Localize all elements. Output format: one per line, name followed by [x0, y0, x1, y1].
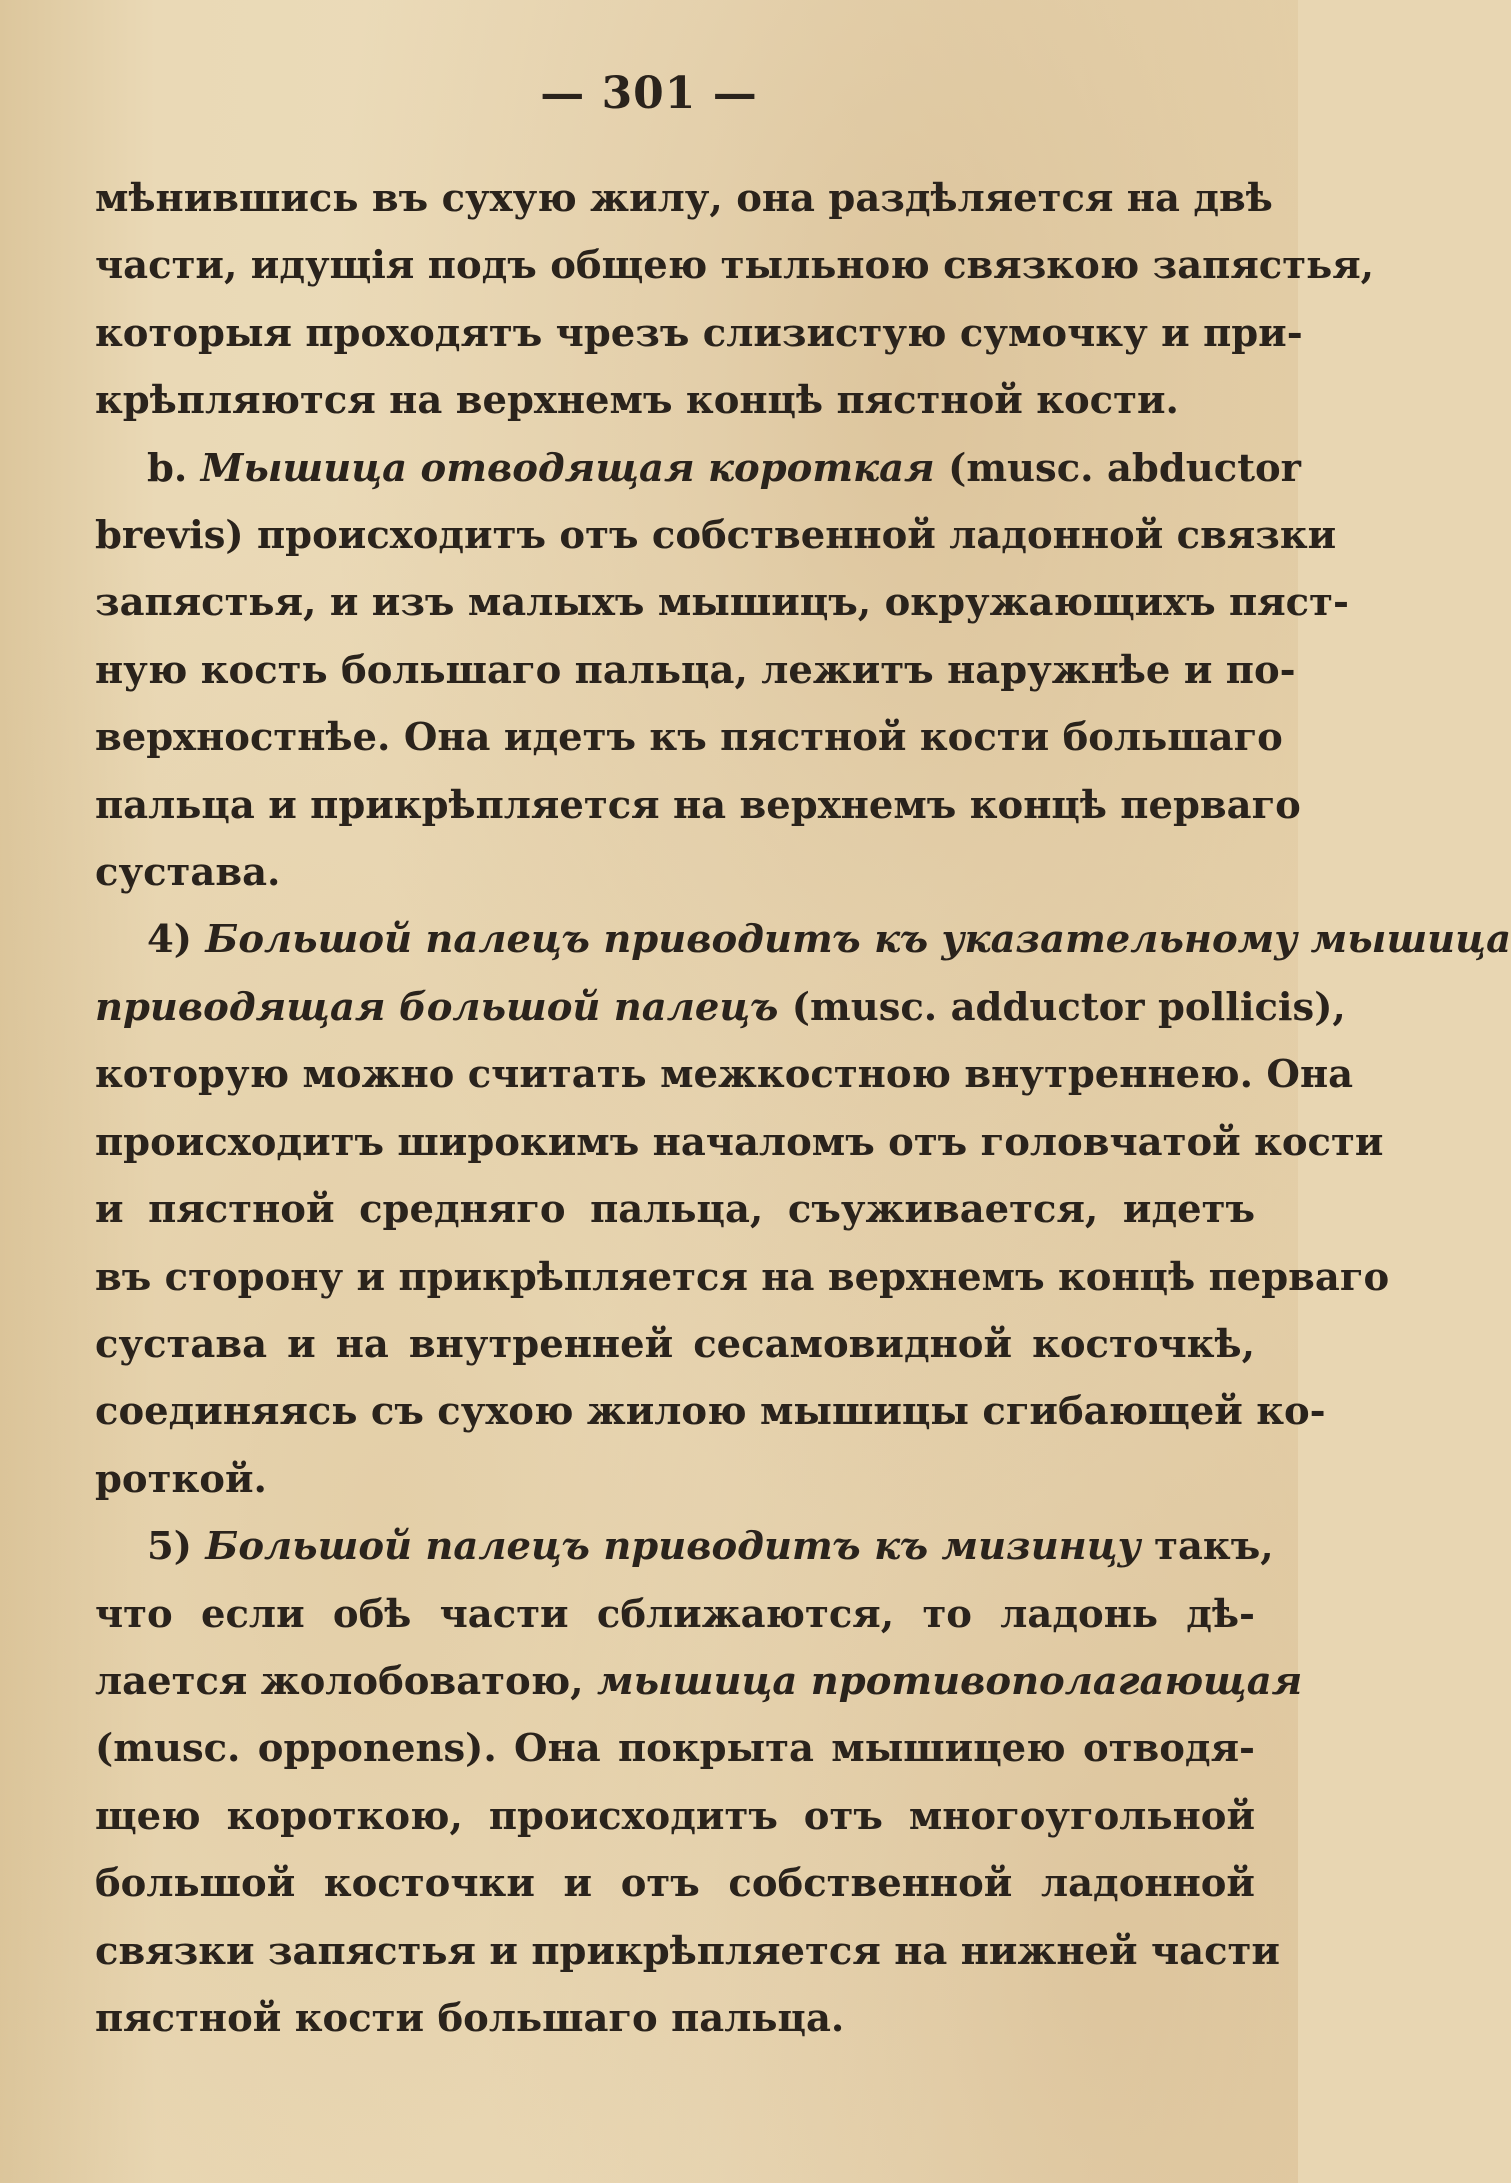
italic-heading: Большой палецъ приводитъ къ мизинцу: [205, 1524, 1141, 1570]
text-line: щею короткою, происходитъ отъ многоугольной: [95, 1793, 1255, 1839]
text-line: большой косточки и отъ собственной ладонной: [95, 1861, 1255, 1907]
text-line: которую можно считать межкостною внутреннею. Она: [95, 1052, 1354, 1098]
text-line: въ сторону и прикрѣпляется на верхнемъ концѣ перваго: [95, 1254, 1390, 1300]
italic-heading: Большой палецъ приводитъ къ указательному мышица: [205, 917, 1511, 963]
text-line: роткой.: [95, 1456, 267, 1502]
text-line: связки запястья и прикрѣпляется на нижней части: [95, 1928, 1280, 1974]
paragraph-5-start: 5) Большой палецъ приводитъ къ мизинцу такъ,: [147, 1524, 1274, 1570]
text-line: и пястной средняго пальца, съуживается, идетъ: [95, 1187, 1255, 1233]
text-line: запястья, и изъ малыхъ мышицъ, окружающихъ пяст-: [95, 580, 1349, 626]
text-line: происходитъ широкимъ началомъ отъ головчатой кости: [95, 1119, 1384, 1165]
text-line: приводящая большой палецъ (musc. adductor pollicis),: [95, 984, 1346, 1030]
text-line: которыя проходятъ чрезъ слизистую сумочку и при-: [95, 310, 1303, 356]
text-line: пястной кости большаго пальца.: [95, 1995, 845, 2041]
text-line: соединяясь съ сухою жилою мышицы сгибающей ко-: [95, 1389, 1326, 1435]
muscle-name-italic: мышица противополагающая: [597, 1658, 1303, 1704]
text-line: сустава.: [95, 850, 281, 896]
text-line: brevis) происходитъ отъ собственной ладонной связки: [95, 513, 1337, 559]
paragraph-b-start: b. Мышица отводящая короткая (musc. abductor: [147, 445, 1301, 491]
text-line: (musc. opponens). Она покрыта мышицею отводя-: [95, 1726, 1255, 1772]
page-body: [95, 165, 1511, 2052]
muscle-name-italic: Мышица отводящая короткая: [200, 445, 935, 491]
text-line: пальца и прикрѣпляется на верхнемъ концѣ перваго: [95, 782, 1301, 828]
paragraph-4-start: 4) Большой палецъ приводитъ къ указательному мышица: [147, 917, 1511, 963]
text-line: мѣнившись въ сухую жилу, она раздѣляется на двѣ: [95, 176, 1273, 221]
text-line: что если обѣ части сближаются, то ладонь дѣ-: [95, 1591, 1255, 1637]
text-line: лается жолобоватою, мышица противополагающая: [95, 1658, 1303, 1704]
text-line: части, идущія подъ общею тыльною связкою запястья,: [95, 243, 1375, 289]
text-line: ную кость большаго пальца, лежитъ наружнѣе и по-: [95, 647, 1296, 693]
text-line: сустава и на внутренней сесамовидной косточкѣ,: [95, 1321, 1255, 1367]
muscle-name-italic: приводящая большой палецъ: [95, 984, 779, 1030]
text-line: верхностнѣе. Она идетъ къ пястной кости большаго: [95, 715, 1283, 761]
page-number: — 301 —: [540, 68, 758, 119]
text-line: крѣпляются на верхнемъ концѣ пястной кости.: [95, 378, 1179, 424]
